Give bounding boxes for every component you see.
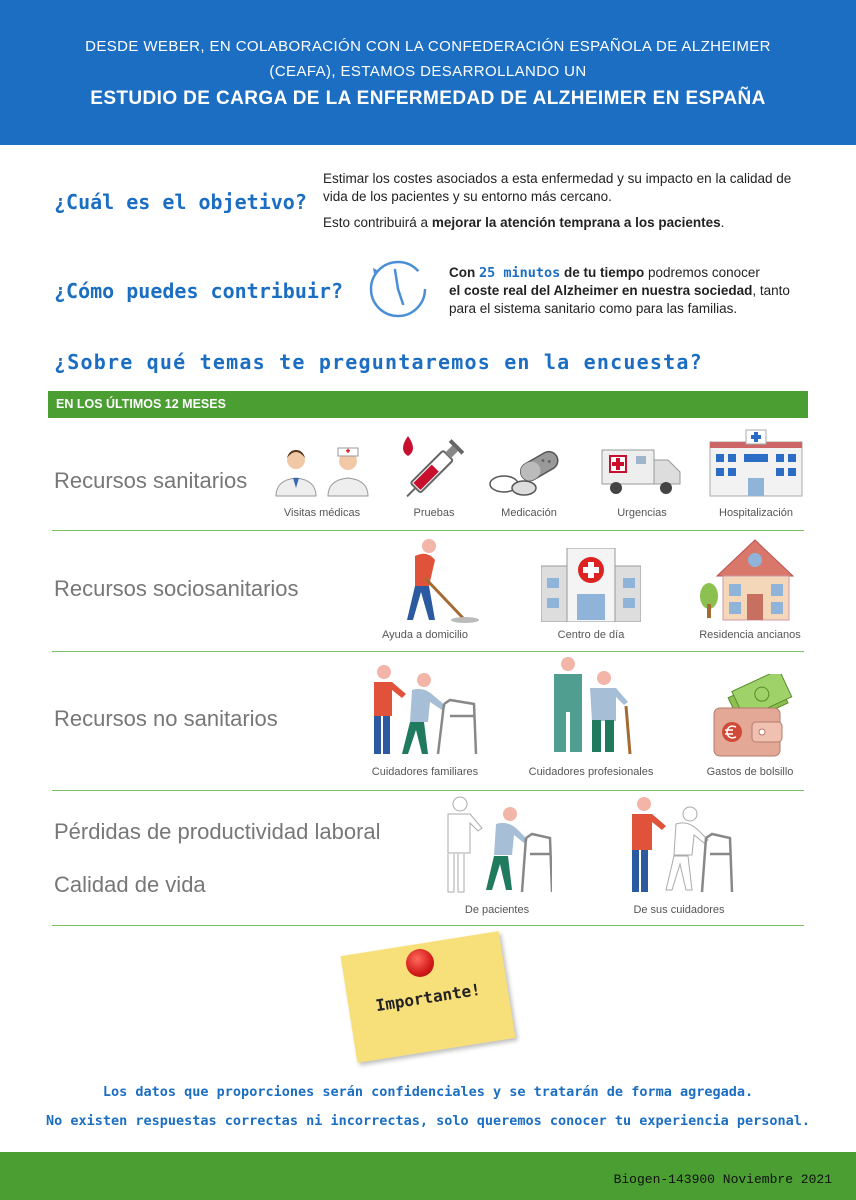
experience-note: No existen respuestas correctas ni incorrectas, solo queremos conocer tu experiencia personal. [45,1113,810,1129]
objective-highlight: mejorar la atención temprana a los pacientes [431,215,721,230]
important-note-text: Importante! [374,979,482,1016]
caption-centro-dia: Centro de día [557,629,625,641]
nursing-home-icon [697,534,803,622]
section-label-productividad: Pérdidas de productividad laboral [54,819,381,844]
doctor-nurse-icon [272,444,372,500]
header-line-2: (CEAFA), ESTAMOS DESARROLLANDO UN [269,63,587,80]
caption-urgencias: Urgencias [617,507,667,519]
separator [52,651,804,652]
header-line-1: DESDE WEBER, EN COLABORACIÓN CON LA CONFEDERACIÓN ESPAÑOLA DE ALZHEIMER [85,38,771,55]
wallet-icon [712,674,798,758]
caption-cuidadores-profesionales: Cuidadores profesionales [528,766,654,778]
contribute-highlight: el coste real del Alzheimer en nuestra sociedad [449,283,753,298]
caption-pruebas: Pruebas [413,507,455,519]
clock-icon [367,258,429,320]
syringe-blood-icon [392,430,472,500]
professional-caregiver-icon [546,656,636,756]
contribute-question: ¿Cómo puedes contribuir? [54,279,343,303]
section-label-sociosanitarios: Recursos sociosanitarios [54,576,299,601]
objective-text-2: Esto contribuirá a mejorar la atención temprana a los pacientes. [323,215,725,230]
contribute-text: Con 25 minutos de tu tiempo podremos conocer el coste real del Alzheimer en nuestra sociedad, tanto para el sistema sanitario como para las familias. [449,265,790,316]
caption-visitas: Visitas médicas [283,507,361,519]
ambulance-icon [600,446,682,498]
caption-ayuda-domicilio: Ayuda a domicilio [381,629,468,641]
separator [52,925,804,926]
caption-medicacion: Medicación [501,507,557,519]
family-caregiver-icon [368,664,480,758]
separator [52,530,804,531]
caption-cuidadores-familiares: Cuidadores familiares [371,766,479,778]
caption-de-pacientes: De pacientes [464,904,530,916]
section-label-no-sanitarios: Recursos no sanitarios [54,706,278,731]
pills-icon [488,446,568,498]
caption-residencia: Residencia ancianos [699,629,801,641]
caregiver-with-patient-icon [624,796,736,896]
objective-question: ¿Cuál es el objetivo? [54,190,307,214]
pushpin-icon [406,949,434,977]
separator [52,790,804,791]
confidentiality-note: Los datos que proporciones serán confidenciales y se tratarán de forma agregada. [102,1084,754,1100]
hospital-icon [708,428,804,498]
topics-question: ¿Sobre qué temas te preguntaremos en la encuesta? [54,350,703,374]
footer-bar [0,1152,856,1200]
objective-text [323,170,813,232]
day-center-icon [541,548,641,622]
section-label-calidad-vida: Calidad de vida [54,872,206,897]
mopping-person-icon [385,538,481,626]
header-banner [0,0,856,145]
caption-gastos-bolsillo: Gastos de bolsillo [706,766,794,778]
document-code: Biogen-143900 Noviembre 2021 [613,1172,832,1187]
minutes-highlight: 25 minutos [479,265,561,281]
patient-with-walker-icon [440,796,552,896]
header-title: ESTUDIO DE CARGA DE LA ENFERMEDAD DE ALZHEIMER EN ESPAÑA [90,88,766,109]
caption-hospitalizacion: Hospitalización [719,507,793,519]
section-label-sanitarios: Recursos sanitarios [54,468,248,493]
period-bar: EN LOS ÚLTIMOS 12 MESES [48,391,808,418]
caption-de-cuidadores: De sus cuidadores [633,904,725,916]
objective-text-1: Estimar los costes asociados a esta enfermedad y su impacto en la calidad de vida de los pacientes y su entorno más cercano. [323,171,792,204]
